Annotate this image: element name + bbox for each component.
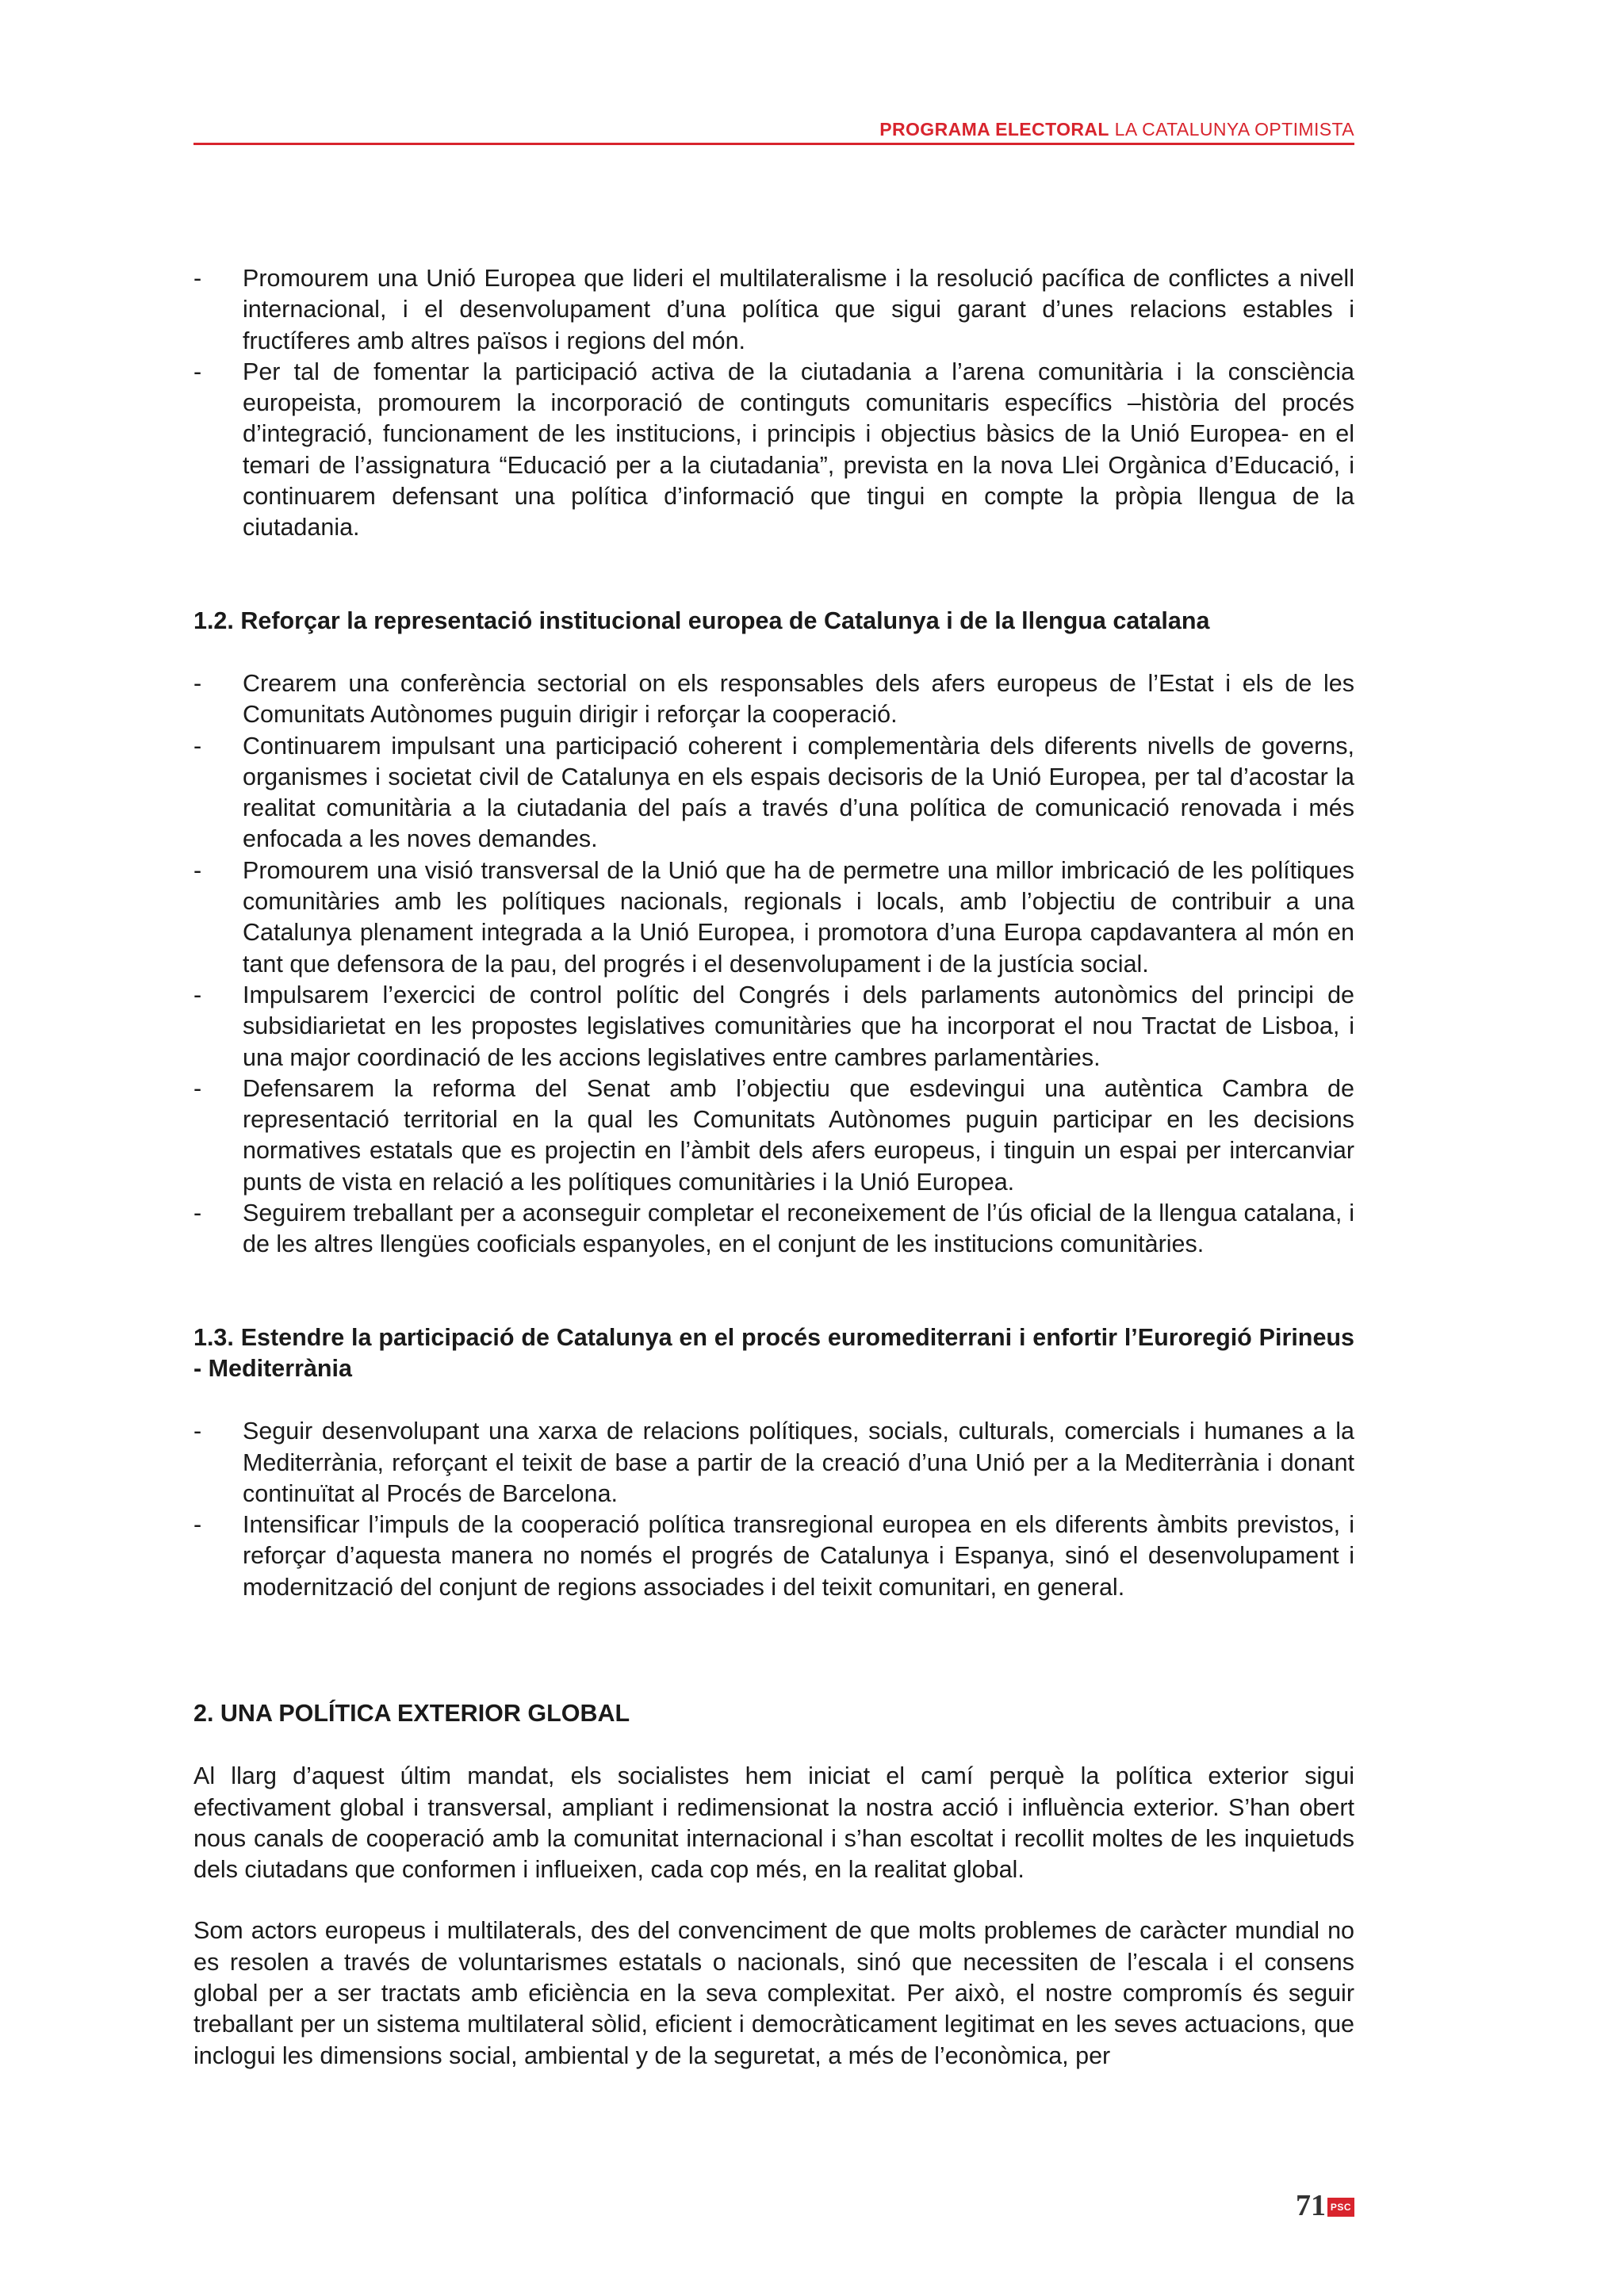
intro-list [193,263,1354,544]
list-item [193,357,1354,544]
list-marker: - [193,1418,202,1445]
list-item-text: Promourem una Unió Europea que lideri el multilateralisme i la resolució pacífica de conflictes a nivell internacional, i el desenvolupament d’una política que sigui garant d’unes relacions estables i fructíferes amb altres països i regions del món. [243,265,1354,354]
page-number: 71 [1296,2189,1326,2222]
page-header [193,119,1354,146]
list-item-text: Seguir desenvolupant una xarxa de relacions polítiques, socials, culturals, comercials i humanes a la Mediterrània, reforçant el teixit de base a partir de la creació d’una Unió per a la Mediterrània i donant continuïtat al Procés de Barcelona. [243,1418,1354,1507]
section-heading-1-3: 1.3. Estendre la participació de Catalunya en el procés euromediterrani i enfortir l’Euroregió Pirineus - Mediterrània [193,1323,1354,1382]
list-marker: - [193,981,202,1008]
list-item [193,1510,1354,1603]
page-content [193,263,1354,2072]
list-item-text: Crearem una conferència sectorial on els responsables dels afers europeus de l’Estat i els de les Comunitats Autònomes puguin dirigir i reforçar la cooperació. [243,669,1354,729]
section-1-3-list [193,1416,1354,1603]
list-item [193,668,1354,731]
list-item [193,1073,1354,1198]
header-divider [193,143,1354,145]
list-marker: - [193,1200,202,1227]
list-item [193,263,1354,357]
list-marker: - [193,1511,202,1539]
section-heading-1-2: 1.2. Reforçar la representació institucional europea de Catalunya i de la llengua catalana [193,607,1210,634]
list-item [193,1416,1354,1510]
body-paragraph: Som actors europeus i multilaterals, des del convenciment de que molts problemes de caràcter mundial no es resolen a través de voluntarismes estatals o nacionals, sinó que necessiten de l’escala i el consens global per a ser tractats amb eficiència en la seva complexitat. Per això, el nostre compromís és seguir treballant per un sistema multilateral sòlid, eficient i democràticament legitimat en les seves actuacions, que inclogui les dimensions social, ambiental y de la seguretat, a més de l’econòmica, per [193,1917,1354,2069]
list-marker: - [193,1074,202,1102]
list-item [193,980,1354,1073]
list-item [193,855,1354,980]
document-title-regular: LA CATALUNYA OPTIMISTA [1114,119,1354,140]
list-item-text: Defensarem la reforma del Senat amb l’objectiu que esdevingui una autèntica Cambra de representació territorial en la qual les Comunitats Autònomes puguin participar en les decisions normatives estatals que es projectin en l’àmbit dels afers europeus, i tinguin un espai per intercanviar punts de vista en relació a les polítiques comunitàries i la Unió Europea. [243,1074,1354,1196]
psc-logo: PSC [1327,2198,1354,2217]
list-item [193,731,1354,855]
list-item [193,1198,1354,1261]
list-item-text: Continuarem impulsant una participació coherent i complementària dels diferents nivells de governs, organismes i societat civil de Catalunya en els espais decisoris de la Unió Europea, per tal d’acostar la realitat comunitària a la ciutadania del país a través d’una política de comunicació renovada i més enfocada a les noves demandes. [243,732,1354,853]
list-marker: - [193,856,202,884]
body-paragraph: Al llarg d’aquest últim mandat, els socialistes hem iniciat el camí perquè la política exterior sigui efectivament global i transversal, ampliant i redimensionat la nostra acció i influència exterior. S’han obert nous canals de cooperació amb la comunitat internacional i s’han escoltat i recollit moltes de les inquietuds dels ciutadans que conformen i influeixen, cada cop més, en la realitat global. [193,1762,1354,1884]
section-heading-2: 2. UNA POLÍTICA EXTERIOR GLOBAL [193,1699,630,1727]
page-footer [1269,2188,1354,2223]
document-title [879,119,1354,140]
document-title-bold: PROGRAMA ELECTORAL [879,119,1109,140]
list-item-text: Impulsarem l’exercici de control polític del Congrés i dels parlaments autonòmics del principi de subsidiarietat en les propostes legislatives comunitàries que ha incorporat el nou Tractat de Lisboa, i una major coordinació de les accions legislatives entre cambres parlamentàries. [243,981,1354,1071]
list-marker: - [193,265,202,292]
section-1-2-list [193,668,1354,1261]
list-marker: - [193,669,202,697]
list-marker: - [193,358,202,385]
list-item-text: Per tal de fomentar la participació activa de la ciutadania a l’arena comunitària i la consciència europeista, promourem la incorporació de continguts comunitaris específics –història del procés d’integració, funcionament de les institucions, i principis i objectius bàsics de la Unió Europea- en el temari de l’assignatura “Educació per a la ciutadania”, prevista en la nova Llei Orgànica d’Educació, i continuarem defensant una política d’informació que tingui en compte la pròpia llengua de la ciutadania. [243,358,1354,541]
list-item-text: Seguirem treballant per a aconseguir completar el reconeixement de l’ús oficial de la llengua catalana, i de les altres llengües cooficials espanyoles, en el conjunt de les institucions comunitàries. [243,1200,1354,1258]
list-item-text: Intensificar l’impuls de la cooperació política transregional europea en els diferents àmbits previstos, i reforçar d’aquesta manera no només el progrés de Catalunya i Espanya, sinó el desenvolupament i modernització del conjunt de regions associades i del teixit comunitari, en general. [243,1511,1354,1601]
list-item-text: Promourem una visió transversal de la Unió que ha de permetre una millor imbricació de les polítiques comunitàries amb les polítiques nacionals, regionals i locals, amb l’objectiu de contribuir a una Catalunya plenament integrada a la Unió Europea, i promotora d’una Europa capdavantera al món en tant que defensora de la pau, del progrés i el desenvolupament i de la justícia social. [243,856,1354,978]
list-marker: - [193,732,202,760]
